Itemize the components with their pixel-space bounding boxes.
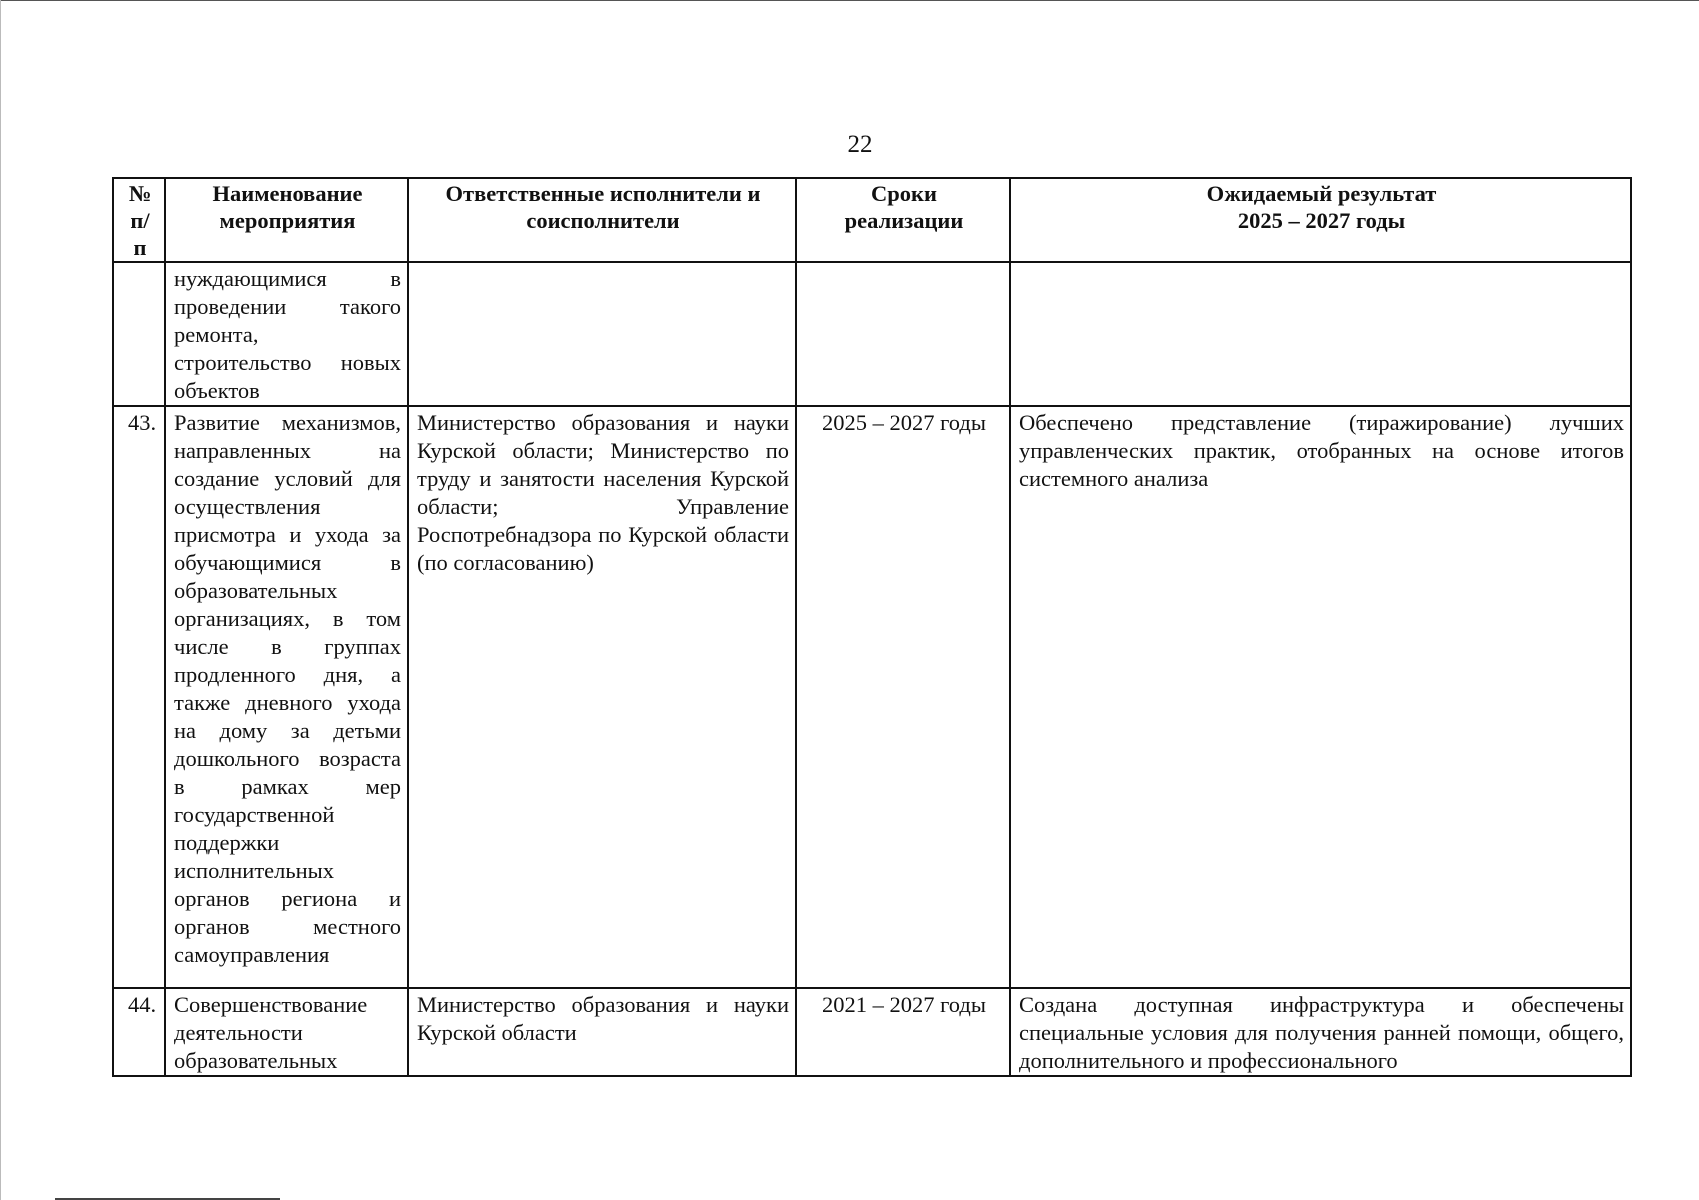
header-expected-result	[1010, 178, 1631, 262]
row-activity-name: Развитие механизмов, направленных на создание условий для осуществления присмотра и ухода за обучающимися в образовательных организациях, в том числе в группах продленного дня, а также дневного ухода на дому за детьми дошкольного возраста в рамках мер государственной поддержки исполнительных органов региона и органов местного самоуправления	[165, 406, 408, 988]
row-terms	[796, 262, 1010, 406]
header-activity-name	[165, 178, 408, 262]
header-expected-result-line: Ожидаемый результат	[1206, 181, 1437, 206]
scan-border-top	[0, 0, 1699, 1]
header-number-line: п/	[130, 208, 150, 233]
table-header-row	[113, 178, 1631, 262]
row-number	[113, 262, 165, 406]
row-terms: 2025 – 2027 годы	[796, 406, 1010, 988]
header-number-line: №	[128, 181, 152, 206]
row-number: 43.	[113, 406, 165, 988]
action-plan-table	[112, 177, 1632, 1077]
row-expected-result: Обеспечено представление (тиражирование) лучших управленческих практик, отобранных на основе итогов системного анализа	[1010, 406, 1631, 988]
row-executors: Министерство образования и науки Курской области; Министерство по труду и занятости населения Курской области; Управление Роспотребнадзора по Курской области (по согласованию)	[408, 406, 796, 988]
header-executors-line: соисполнители	[526, 208, 680, 233]
row-activity-name: Совершенствование деятельности образовательных	[165, 988, 408, 1076]
table-row	[113, 988, 1631, 1076]
header-activity-name-line: Наименование	[212, 181, 363, 206]
header-executors-line: Ответственные исполнители и	[445, 181, 761, 206]
header-executors	[408, 178, 796, 262]
page-number: 22	[847, 131, 873, 158]
row-terms: 2021 – 2027 годы	[796, 988, 1010, 1076]
row-executors: Министерство образования и науки Курской области	[408, 988, 796, 1076]
header-terms	[796, 178, 1010, 262]
row-expected-result: Создана доступная инфраструктура и обеспечены специальные условия для получения ранней помощи, общего, дополнительного и профессионального	[1010, 988, 1631, 1076]
header-expected-result-line: 2025 – 2027 годы	[1237, 208, 1406, 233]
header-activity-name-line: мероприятия	[219, 208, 356, 233]
header-terms-line: Сроки	[871, 181, 937, 206]
scan-border-left	[0, 0, 1, 1200]
table-row	[113, 262, 1631, 406]
row-number: 44.	[113, 988, 165, 1076]
header-number	[113, 178, 165, 262]
row-expected-result	[1010, 262, 1631, 406]
row-executors	[408, 262, 796, 406]
header-terms-line: реализации	[844, 208, 964, 233]
row-activity-name: нуждающимися в проведении такого ремонта, строительство новых объектов	[165, 262, 408, 406]
header-number-line: п	[133, 235, 147, 260]
table-row	[113, 406, 1631, 988]
